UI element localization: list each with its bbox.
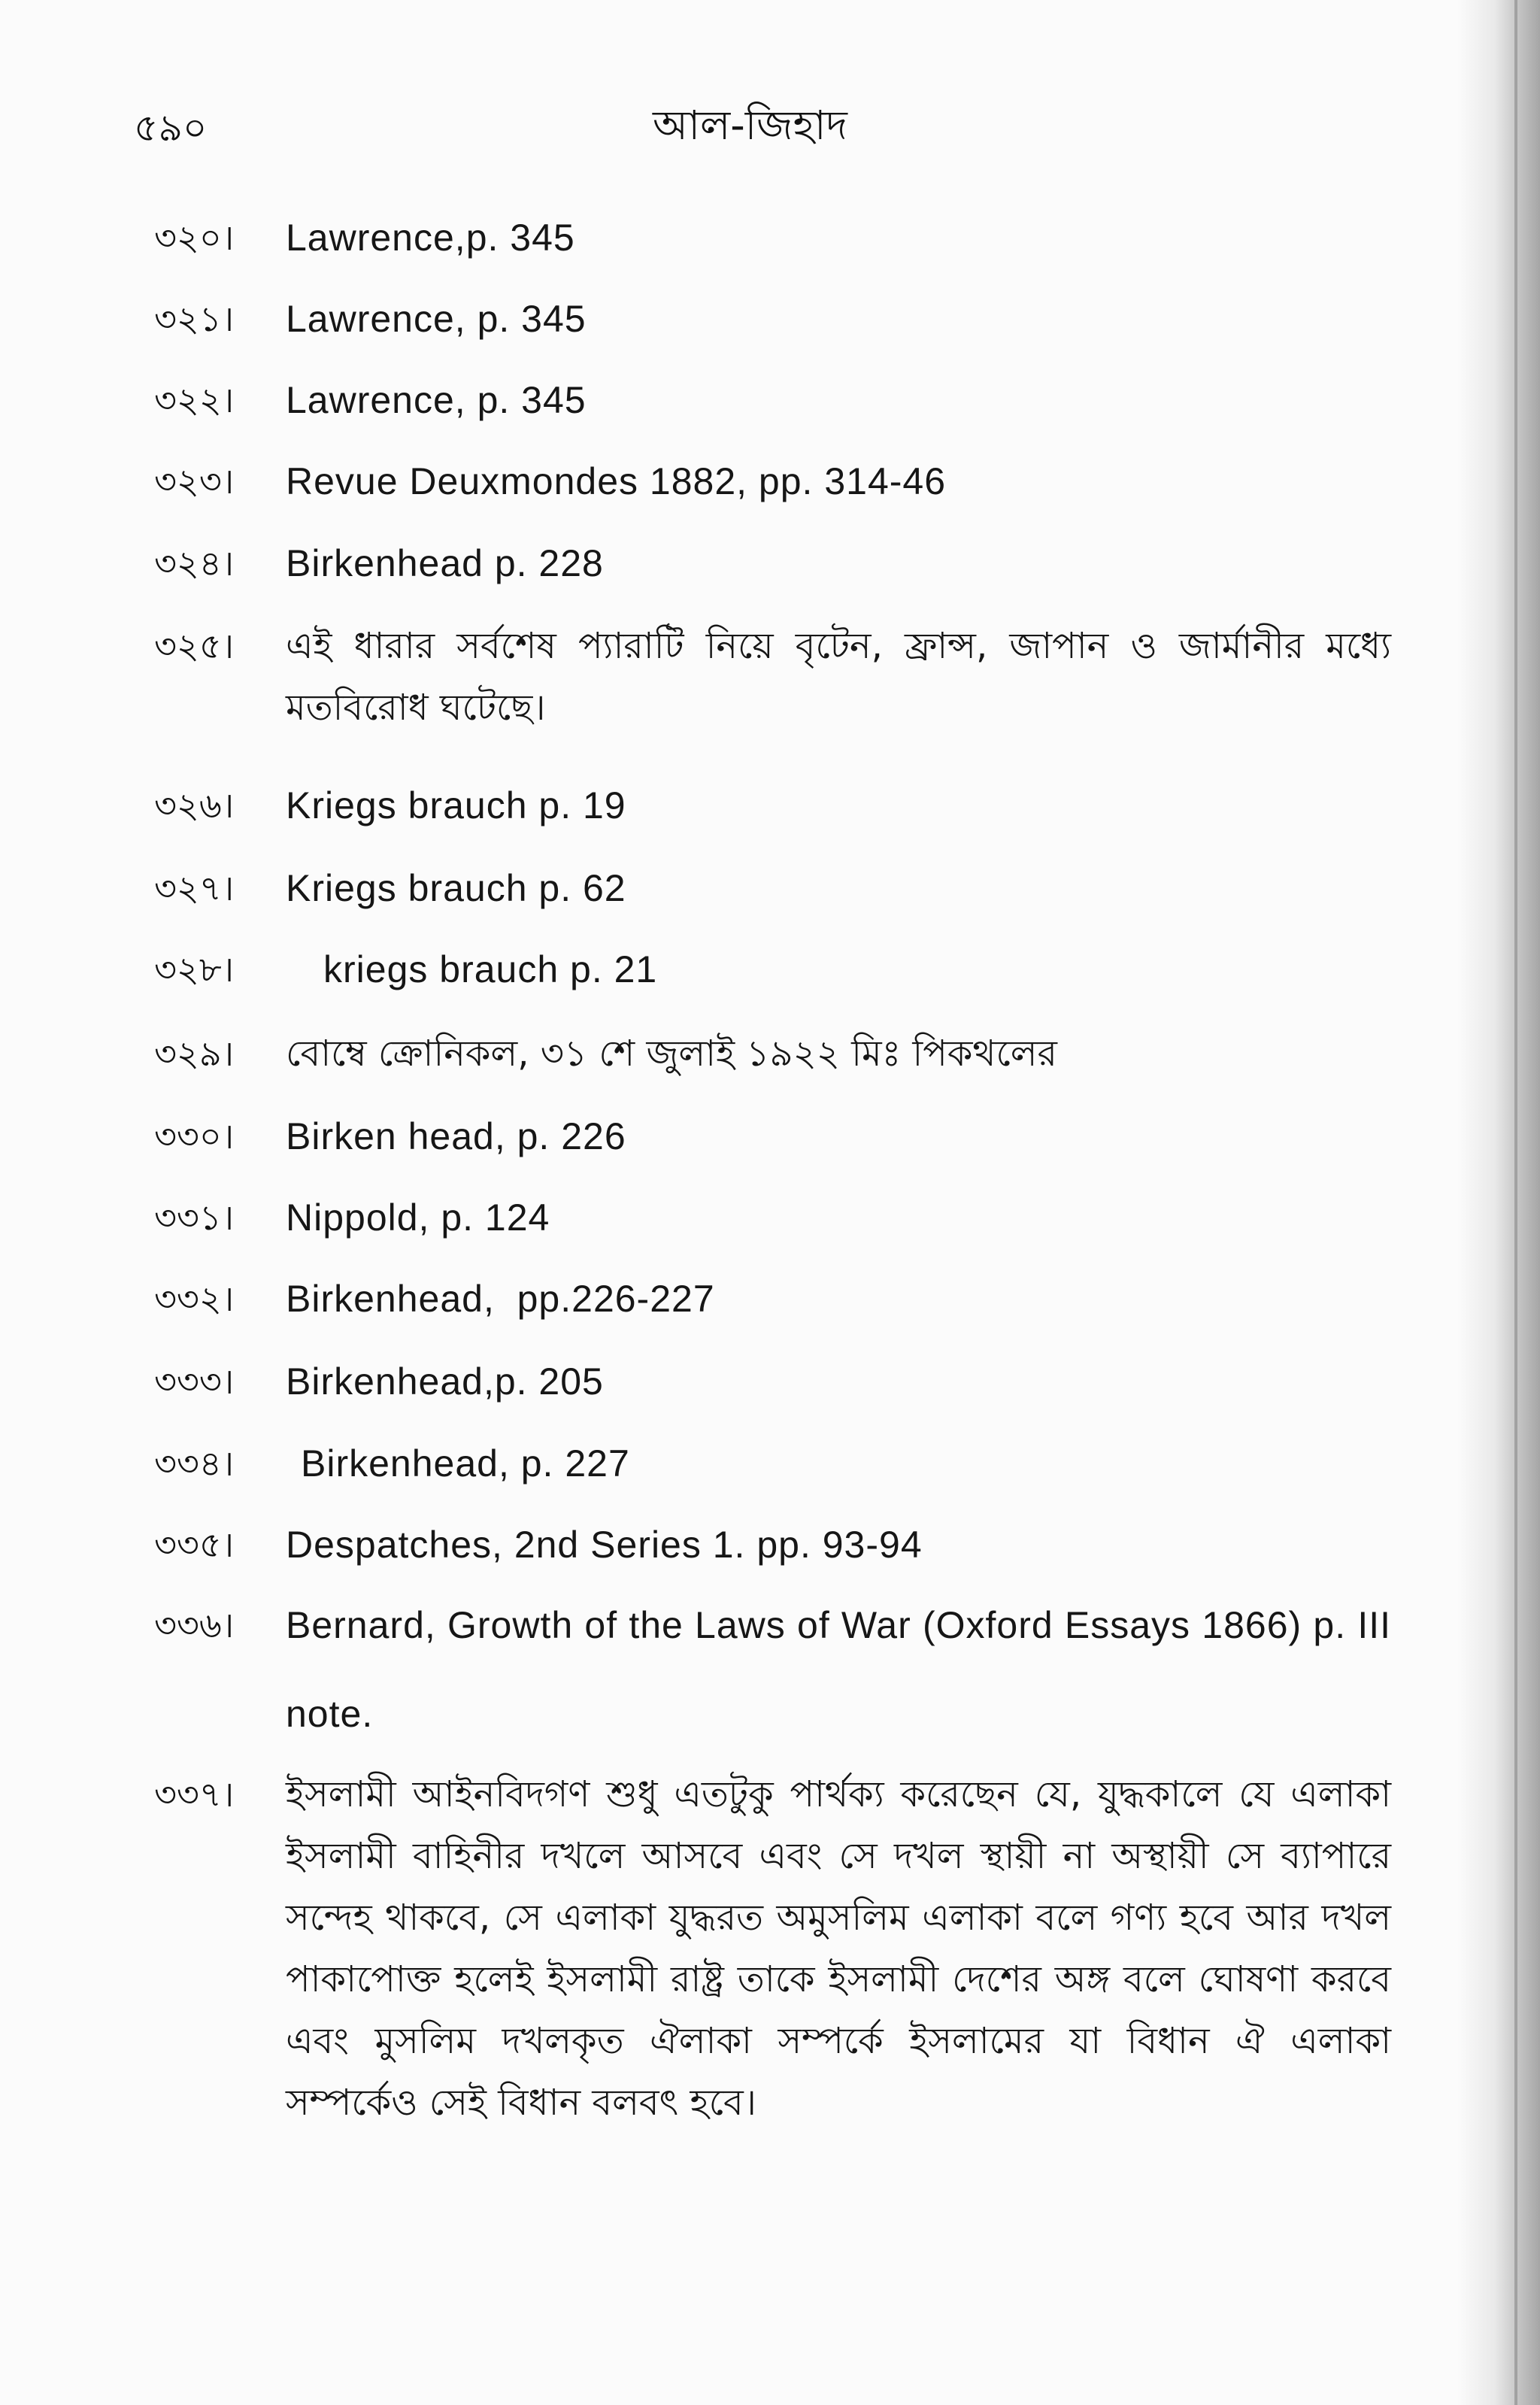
note-number: ৩৩৪। — [154, 1443, 235, 1484]
note-number: ৩৩০। — [154, 1116, 235, 1157]
note-text: Nippold, p. 124 — [286, 1196, 550, 1239]
note-number: ৩২০। — [154, 217, 235, 258]
note-text: Birken head, p. 226 — [286, 1115, 626, 1157]
note-number: ৩৩৫। — [154, 1524, 235, 1565]
note-text: Revue Deuxmondes 1882, pp. 314-46 — [286, 460, 947, 502]
running-title: আল-জিহাদ — [653, 102, 847, 149]
note-number: ৩২৬। — [154, 785, 235, 826]
note-number: ৩২৯। — [154, 1033, 235, 1074]
note-text: Bernard, Growth of the Laws of War (Oxford Essays 1866) p. III note. — [286, 1604, 1391, 1735]
note-number: ৩৩৬। — [154, 1605, 235, 1645]
page-edge — [1514, 0, 1517, 2405]
note-number: ৩৩৩। — [154, 1361, 235, 1402]
note-number: ৩৩১। — [154, 1197, 235, 1238]
note-text: Lawrence, p. 345 — [286, 298, 587, 340]
note-text: Birkenhead, pp.226-227 — [286, 1278, 715, 1320]
note-number: ৩২৭। — [154, 868, 235, 908]
note-number: ৩২৪। — [154, 543, 235, 584]
page-header — [134, 94, 1367, 154]
note-text: Despatches, 2nd Series 1. pp. 93-94 — [286, 1524, 923, 1566]
note-number: ৩৩৭। — [154, 1774, 235, 1815]
note-number: ৩২২। — [154, 380, 235, 420]
note-number: ৩২৩। — [154, 461, 235, 502]
spine-shadow — [1457, 0, 1540, 2405]
note-text: Kriegs brauch p. 62 — [286, 867, 626, 909]
page-number: ৫৯০ — [134, 106, 208, 150]
note-text: Birkenhead, p. 227 — [301, 1442, 630, 1485]
note-text: এই ধারার সর্বশেষ প্যারাটি নিয়ে বৃটেন, ফ্রান্স, জাপান ও জার্মানীর মধ্যে মতবিরোধ ঘটেছে। — [286, 625, 1391, 729]
note-number: ৩৩২। — [154, 1278, 235, 1319]
note-number: ৩২৮। — [154, 949, 235, 990]
note-number: ৩২১। — [154, 299, 235, 339]
note-text: ইসলামী আইনবিদগণ শুধু এতটুকু পার্থক্য করেছেন যে, যুদ্ধকালে যে এলাকা ইসলামী বাহিনীর দখলে আসবে এবং সে দখল স্থায়ী না অস্থায়ী সে ব্যাপারে সন্দেহ থাকবে, সে এলাকা যুদ্ধরত অমুসলিম এলাকা বলে গণ্য হবে আর দখল পাকাপোক্ত হলেই ইসলামী রাষ্ট্র তাকে ইসলামী দেশের অঙ্গ বলে ঘোষণা করবে এবং মুসলিম দখলকৃত ঐলাকা সম্পর্কে ইসলামের যা বিধান ঐ এলাকা সম্পর্কেও সেই বিধান বলবৎ হবে। — [286, 1773, 1391, 2124]
note-text: Birkenhead,p. 205 — [286, 1360, 604, 1403]
note-text: Birkenhead p. 228 — [286, 542, 604, 584]
note-text: Lawrence,p. 345 — [286, 217, 575, 259]
note-number: ৩২৫। — [154, 626, 235, 666]
note-text: Kriegs brauch p. 19 — [286, 784, 626, 826]
note-text: বোম্বে ক্রোনিকল, ৩১ শে জুলাই ১৯২২ মিঃ পিকথলের — [286, 1033, 1057, 1075]
note-text: Lawrence, p. 345 — [286, 379, 587, 421]
note-text: kriegs brauch p. 21 — [323, 948, 658, 990]
